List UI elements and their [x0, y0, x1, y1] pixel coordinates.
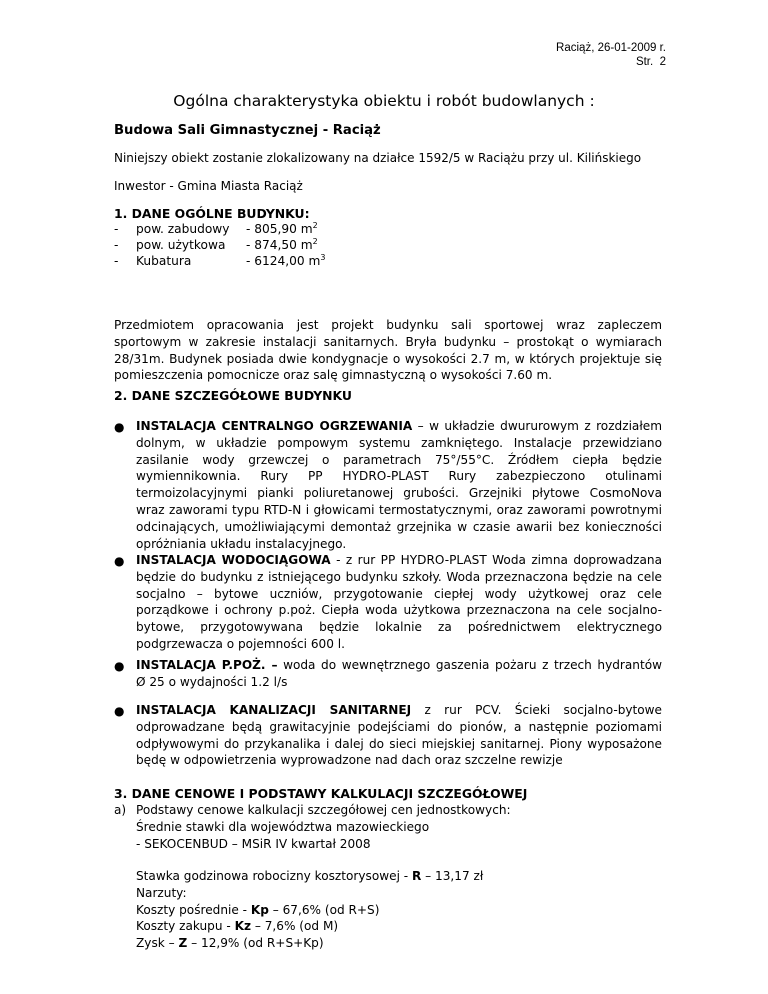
co-line: opróżniania układu instalacyjnego.	[136, 536, 347, 551]
ppoz-paragraph	[136, 657, 662, 691]
section1-item: - Kubatura - 6124,00 $m^3$	[114, 252, 326, 268]
header-page-number	[636, 56, 666, 68]
co-paragraph	[136, 418, 662, 552]
co-line: – w układzie dwururowym z rozdziałem	[412, 419, 663, 433]
kan-line: odprowadzane będą grawitacyjnie podejściami do pionów, a następnie poziomami	[136, 719, 662, 734]
kan-line: będę w odpowietrzenia wyprowadzone nad dach oraz szczelne rewizje	[136, 753, 563, 768]
investor-text: Inwestor - Gmina Miasta Raciąż	[114, 179, 303, 193]
kan-line: odpływowymi do przykanalika i dalej do sieci miejskiej sanitarnej. Piony wyposażone	[136, 736, 662, 751]
section3-line: - SEKOCENBUD – MSiR IV kwartał 2008	[136, 836, 371, 851]
document-title: Ogólna charakterystyka obiektu i robót budowlanych :	[173, 92, 595, 110]
indirect-costs: Koszty pośrednie - Kp – 67,6% (od R+S)	[136, 902, 380, 917]
page-label: Str.	[635, 56, 654, 68]
co-line: dolnym, w układzie pompowym systemu zamkniętego. Instalacje przewidziano	[136, 435, 662, 450]
co-line: wymiennikownia. Rury PP HYDRO-PLAST Rury zabezpieczono otulinami	[136, 469, 662, 484]
wod-line: podgrzewacza o pojemności 600 l.	[136, 636, 345, 651]
section1-item: - pow. użytkowa - 874,50 $m^2$	[114, 236, 318, 252]
kan-line: z rur PCV. Ścieki socjalno-bytowe	[411, 703, 662, 717]
ppoz-title: INSTALACJA P.POŻ. –	[136, 658, 278, 672]
co-line: zasilanie wody grzewczej o parametrach 75°/55°C. Źródłem ciepła będzie	[136, 452, 662, 467]
page-number: 2	[659, 56, 666, 68]
bullet-icon: ●	[114, 554, 125, 568]
location-text: Niniejszy obiekt zostanie zlokalizowany na działce 1592/5 w Raciążu przy ul. Kilińskiego	[114, 151, 642, 165]
wod-line: socjalno – bytowe uczniów, przygotowanie ciepłej wody użytkowej oraz cele	[136, 586, 662, 601]
co-line: wraz zaworami typu RTD-N i głowicami termostatycznymi, oraz zaworami powrotnymi	[136, 502, 662, 517]
item-value: - 6124,00 m	[246, 254, 321, 268]
description-line: pomieszczenia pomocnicze oraz salę gimnastyczną o wysokości 7.60 m.	[114, 368, 553, 383]
purchase-costs: Koszty zakupu - Kz – 7,6% (od M)	[136, 919, 339, 934]
wod-line: porządkowe i ochrony p.poż. Ciepła woda użytkowa przeznaczona na cele socjalno-	[136, 603, 662, 618]
list-marker-a: a)	[114, 803, 127, 817]
description-line: sportowym w zakresie instalacji sanitarnych. Bryła budynku – prostokąt o wymiarach	[114, 334, 662, 349]
unit-superscript: 3	[320, 252, 326, 262]
item-label: pow. użytkowa	[136, 238, 226, 252]
ppoz-line: woda do wewnętrznego gaszenia pożaru z trzech hydrantów	[277, 658, 663, 672]
item-value: - 874,50 m	[246, 238, 313, 252]
rates-block	[136, 868, 483, 952]
section2-heading: 2. DANE SZCZEGÓŁOWE BUDYNKU	[114, 388, 352, 403]
kan-title: INSTALACJA KANALIZACJI SANITARNEJ	[136, 703, 412, 717]
item-label: Kubatura	[136, 254, 192, 268]
section3-a-block	[136, 802, 511, 852]
co-line: odcinających, umożliwiającymi demontaż grzejnika w czasie awarii bez konieczności	[136, 519, 662, 534]
ppoz-line: Ø 25 o wydajności 1.2 l/s	[136, 674, 288, 689]
description-line: Przedmiotem opracowania jest projekt budynku sali sportowej wraz zapleczem	[114, 318, 662, 332]
unit-superscript: 2	[312, 220, 318, 230]
section3-line: Średnie stawki dla województwa mazowieckiego	[136, 819, 430, 834]
co-line: termoizolacyjnymi pianki poliuretanowej grubości. Grzejniki płytowe CosmoNova	[136, 486, 662, 501]
section1-heading: 1. DANE OGÓLNE BUDYNKU:	[114, 206, 310, 221]
item-label: pow. zabudowy	[136, 222, 230, 236]
section3-heading: 3. DANE CENOWE I PODSTAWY KALKULACJI SZCZEGÓŁOWEJ	[114, 786, 528, 801]
kan-paragraph	[136, 702, 662, 769]
wod-paragraph	[136, 552, 662, 653]
section1-item: - pow. zabudowy - 805,90 $m^2$	[114, 220, 318, 236]
co-title: INSTALACJA CENTRALNGO OGRZEWANIA	[136, 419, 413, 433]
wod-title: INSTALACJA WODOCIĄGOWA	[136, 553, 331, 567]
unit-superscript: 2	[312, 236, 318, 246]
labor-rate: Stawka godzinowa robocizny kosztorysowej - R – 13,17 zł	[136, 869, 484, 883]
bullet-icon: ●	[114, 659, 125, 673]
profit: Zysk – Z – 12,9% (od R+S+Kp)	[136, 936, 324, 951]
section1-description	[114, 317, 662, 384]
description-line: 28/31m. Budynek posiada dwie kondygnacje o wysokości 2.7 m, w których projektuje się	[114, 351, 662, 366]
item-value: - 805,90 m	[246, 222, 313, 236]
bullet-icon: ●	[114, 420, 125, 434]
wod-line: - z rur PP HYDRO-PLAST Woda zimna doprowadzana	[330, 553, 662, 567]
wod-line: bytowe, przygotowywana będzie lokalnie za pośrednictwem elektrycznego	[136, 620, 662, 635]
wod-line: będzie do budynku z istniejącego budynku szkoły. Woda przeznaczona będzie na cele	[136, 569, 662, 584]
header-place-date: Raciąż, 26-01-2009 r.	[556, 42, 666, 54]
section3-line: Podstawy cenowe kalkulacji szczegółowej cen jednostkowych:	[136, 803, 511, 817]
document-subtitle: Budowa Sali Gimnastycznej - Raciąż	[114, 123, 381, 138]
narzuty-label: Narzuty:	[136, 885, 187, 900]
bullet-icon: ●	[114, 704, 125, 718]
